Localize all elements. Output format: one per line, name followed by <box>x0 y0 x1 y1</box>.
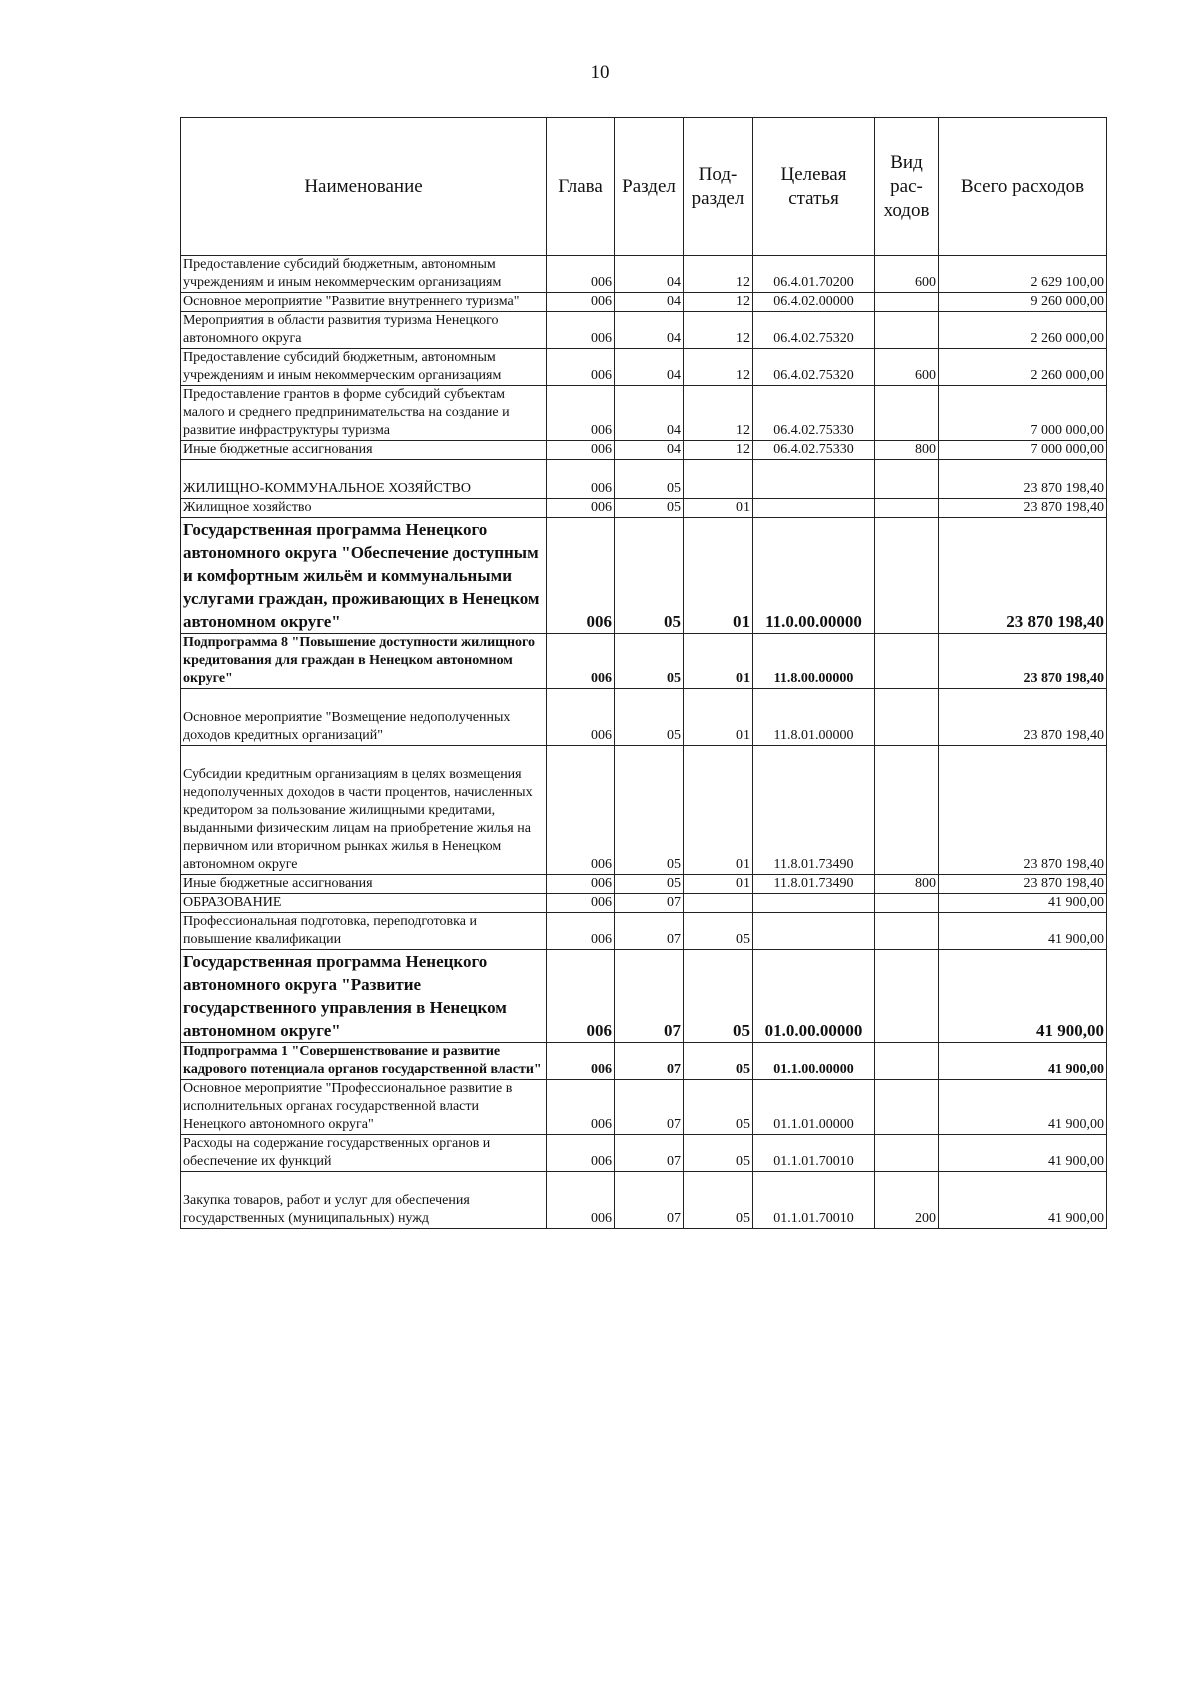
cell-target: 06.4.01.70200 <box>753 256 875 293</box>
cell-target: 01.1.00.00000 <box>753 1043 875 1080</box>
page-number: 10 <box>590 62 610 83</box>
cell-total: 9 260 000,00 <box>939 293 1107 312</box>
cell-kind <box>875 460 939 499</box>
cell-chapter: 006 <box>547 256 615 293</box>
cell-subsection: 12 <box>684 349 753 386</box>
cell-total: 41 900,00 <box>939 1172 1107 1229</box>
cell-subsection: 01 <box>684 634 753 689</box>
cell-subsection: 01 <box>684 875 753 894</box>
cell-total: 41 900,00 <box>939 1080 1107 1135</box>
cell-chapter: 006 <box>547 441 615 460</box>
table-row <box>181 1080 1107 1135</box>
cell-section: 05 <box>615 746 684 875</box>
cell-target: 01.1.01.70010 <box>753 1172 875 1229</box>
cell-kind: 600 <box>875 349 939 386</box>
cell-kind: 800 <box>875 441 939 460</box>
header-chapter: Глава <box>547 118 615 256</box>
cell-subsection: 01 <box>684 689 753 746</box>
table-row <box>181 746 1107 875</box>
cell-section: 05 <box>615 460 684 499</box>
table-row <box>181 518 1107 634</box>
cell-subsection: 05 <box>684 1080 753 1135</box>
cell-total: 2 629 100,00 <box>939 256 1107 293</box>
cell-name: Жилищное хозяйство <box>181 499 547 518</box>
cell-chapter: 006 <box>547 460 615 499</box>
table-header <box>181 118 1107 256</box>
cell-name: Основное мероприятие "Развитие внутреннего туризма" <box>181 293 547 312</box>
cell-kind <box>875 1135 939 1172</box>
cell-chapter: 006 <box>547 634 615 689</box>
cell-target: 01.1.01.00000 <box>753 1080 875 1135</box>
cell-target <box>753 913 875 950</box>
header-section: Раздел <box>615 118 684 256</box>
cell-target: 11.8.01.73490 <box>753 746 875 875</box>
cell-subsection: 01 <box>684 499 753 518</box>
cell-total: 7 000 000,00 <box>939 441 1107 460</box>
table-row <box>181 634 1107 689</box>
table-row <box>181 1043 1107 1080</box>
cell-section: 05 <box>615 875 684 894</box>
cell-chapter: 006 <box>547 1043 615 1080</box>
table-row <box>181 950 1107 1043</box>
cell-target <box>753 894 875 913</box>
cell-chapter: 006 <box>547 689 615 746</box>
cell-subsection <box>684 894 753 913</box>
cell-name: Подпрограмма 8 "Повышение доступности жилищного кредитования для граждан в Ненецком автономном округе" <box>181 634 547 689</box>
cell-kind <box>875 950 939 1043</box>
table-row <box>181 441 1107 460</box>
cell-chapter: 006 <box>547 518 615 634</box>
cell-target: 11.8.00.00000 <box>753 634 875 689</box>
cell-name: Основное мероприятие "Профессиональное развитие в исполнительных органах государственной власти Ненецкого автономного округа" <box>181 1080 547 1135</box>
cell-subsection: 05 <box>684 1172 753 1229</box>
cell-section: 05 <box>615 499 684 518</box>
cell-subsection: 12 <box>684 441 753 460</box>
cell-target <box>753 499 875 518</box>
cell-chapter: 006 <box>547 1135 615 1172</box>
table-row <box>181 349 1107 386</box>
cell-chapter: 006 <box>547 913 615 950</box>
cell-subsection: 05 <box>684 1043 753 1080</box>
cell-kind <box>875 1080 939 1135</box>
cell-name: Предоставление субсидий бюджетным, автономным учреждениям и иным некоммерческим организациям <box>181 256 547 293</box>
cell-section: 07 <box>615 913 684 950</box>
cell-total: 23 870 198,40 <box>939 499 1107 518</box>
table-row <box>181 913 1107 950</box>
table-row <box>181 894 1107 913</box>
cell-section: 04 <box>615 312 684 349</box>
cell-subsection <box>684 460 753 499</box>
table-row <box>181 689 1107 746</box>
header-total: Всего расходов <box>939 118 1107 256</box>
cell-kind <box>875 386 939 441</box>
cell-total: 23 870 198,40 <box>939 875 1107 894</box>
cell-total: 7 000 000,00 <box>939 386 1107 441</box>
cell-target: 06.4.02.75320 <box>753 312 875 349</box>
cell-subsection: 05 <box>684 1135 753 1172</box>
budget-table <box>180 117 1107 1229</box>
cell-kind <box>875 312 939 349</box>
cell-subsection: 01 <box>684 746 753 875</box>
cell-name: Предоставление субсидий бюджетным, автономным учреждениям и иным некоммерческим организациям <box>181 349 547 386</box>
cell-chapter: 006 <box>547 293 615 312</box>
cell-kind <box>875 689 939 746</box>
cell-name: Иные бюджетные ассигнования <box>181 875 547 894</box>
cell-chapter: 006 <box>547 746 615 875</box>
header-subsection: Под-раздел <box>684 118 753 256</box>
table-row <box>181 460 1107 499</box>
cell-name: Подпрограмма 1 "Совершенствование и развитие кадрового потенциала органов государственной власти" <box>181 1043 547 1080</box>
cell-chapter: 006 <box>547 386 615 441</box>
cell-target: 06.4.02.75330 <box>753 386 875 441</box>
cell-section: 07 <box>615 1135 684 1172</box>
cell-subsection: 05 <box>684 950 753 1043</box>
cell-kind: 800 <box>875 875 939 894</box>
cell-section: 07 <box>615 1080 684 1135</box>
cell-total: 23 870 198,40 <box>939 689 1107 746</box>
header-name: Наименование <box>181 118 547 256</box>
cell-name: Субсидии кредитным организациям в целях возмещения недополученных доходов в части процентов, начисленных кредитором за пользование жилищными кредитами, выданными физическим лицам на приобретение жилья на первичном или вторичном рынках жилья в Ненецком автономном округе <box>181 746 547 875</box>
table-row <box>181 875 1107 894</box>
cell-name: Профессиональная подготовка, переподготовка и повышение квалификации <box>181 913 547 950</box>
cell-kind <box>875 518 939 634</box>
cell-chapter: 006 <box>547 1172 615 1229</box>
cell-total: 41 900,00 <box>939 913 1107 950</box>
cell-target: 01.0.00.00000 <box>753 950 875 1043</box>
table-row <box>181 499 1107 518</box>
cell-section: 07 <box>615 1172 684 1229</box>
cell-chapter: 006 <box>547 1080 615 1135</box>
cell-section: 04 <box>615 349 684 386</box>
cell-total: 41 900,00 <box>939 950 1107 1043</box>
cell-kind <box>875 293 939 312</box>
cell-kind: 200 <box>875 1172 939 1229</box>
cell-subsection: 12 <box>684 312 753 349</box>
cell-total: 23 870 198,40 <box>939 634 1107 689</box>
cell-subsection: 01 <box>684 518 753 634</box>
cell-chapter: 006 <box>547 950 615 1043</box>
cell-total: 41 900,00 <box>939 1135 1107 1172</box>
table-row <box>181 386 1107 441</box>
cell-section: 04 <box>615 386 684 441</box>
cell-kind <box>875 634 939 689</box>
cell-section: 04 <box>615 256 684 293</box>
table-row <box>181 256 1107 293</box>
cell-name: Государственная программа Ненецкого автономного округа "Развитие государственного управления в Ненецком автономном округе" <box>181 950 547 1043</box>
table-body <box>181 256 1107 1229</box>
cell-name: Основное мероприятие "Возмещение недополученных доходов кредитных организаций" <box>181 689 547 746</box>
cell-section: 04 <box>615 293 684 312</box>
table-row <box>181 1135 1107 1172</box>
cell-kind <box>875 746 939 875</box>
cell-total: 23 870 198,40 <box>939 518 1107 634</box>
cell-subsection: 12 <box>684 256 753 293</box>
cell-subsection: 12 <box>684 386 753 441</box>
cell-subsection: 12 <box>684 293 753 312</box>
cell-chapter: 006 <box>547 349 615 386</box>
cell-subsection: 05 <box>684 913 753 950</box>
cell-chapter: 006 <box>547 312 615 349</box>
cell-target: 11.8.01.73490 <box>753 875 875 894</box>
cell-kind <box>875 894 939 913</box>
cell-chapter: 006 <box>547 499 615 518</box>
cell-chapter: 006 <box>547 894 615 913</box>
header-kind: Вид рас-ходов <box>875 118 939 256</box>
header-target: Целевая статья <box>753 118 875 256</box>
cell-section: 05 <box>615 518 684 634</box>
cell-kind <box>875 913 939 950</box>
cell-target: 06.4.02.75320 <box>753 349 875 386</box>
cell-section: 07 <box>615 894 684 913</box>
cell-total: 41 900,00 <box>939 894 1107 913</box>
cell-name: Государственная программа Ненецкого автономного округа "Обеспечение доступным и комфортным жильём и коммунальными услугами граждан, проживающих в Ненецком автономном округе" <box>181 518 547 634</box>
cell-target <box>753 460 875 499</box>
cell-total: 41 900,00 <box>939 1043 1107 1080</box>
cell-total: 2 260 000,00 <box>939 349 1107 386</box>
cell-name: ОБРАЗОВАНИЕ <box>181 894 547 913</box>
cell-kind <box>875 1043 939 1080</box>
cell-chapter: 006 <box>547 875 615 894</box>
cell-section: 05 <box>615 689 684 746</box>
cell-target: 11.0.00.00000 <box>753 518 875 634</box>
cell-name: Мероприятия в области развития туризма Ненецкого автономного округа <box>181 312 547 349</box>
cell-section: 04 <box>615 441 684 460</box>
cell-section: 07 <box>615 1043 684 1080</box>
table-row <box>181 312 1107 349</box>
cell-target: 06.4.02.75330 <box>753 441 875 460</box>
table-row <box>181 1172 1107 1229</box>
table-row <box>181 293 1107 312</box>
cell-name: Расходы на содержание государственных органов и обеспечение их функций <box>181 1135 547 1172</box>
cell-name: Предоставление грантов в форме субсидий субъектам малого и среднего предпринимательства на создание и развитие инфраструктуры туризма <box>181 386 547 441</box>
cell-total: 23 870 198,40 <box>939 746 1107 875</box>
cell-section: 05 <box>615 634 684 689</box>
cell-section: 07 <box>615 950 684 1043</box>
cell-kind <box>875 499 939 518</box>
cell-name: Иные бюджетные ассигнования <box>181 441 547 460</box>
cell-target: 06.4.02.00000 <box>753 293 875 312</box>
cell-name: Закупка товаров, работ и услуг для обеспечения государственных (муниципальных) нужд <box>181 1172 547 1229</box>
cell-target: 01.1.01.70010 <box>753 1135 875 1172</box>
cell-total: 23 870 198,40 <box>939 460 1107 499</box>
cell-kind: 600 <box>875 256 939 293</box>
cell-total: 2 260 000,00 <box>939 312 1107 349</box>
cell-name: ЖИЛИЩНО-КОММУНАЛЬНОЕ ХОЗЯЙСТВО <box>181 460 547 499</box>
cell-target: 11.8.01.00000 <box>753 689 875 746</box>
